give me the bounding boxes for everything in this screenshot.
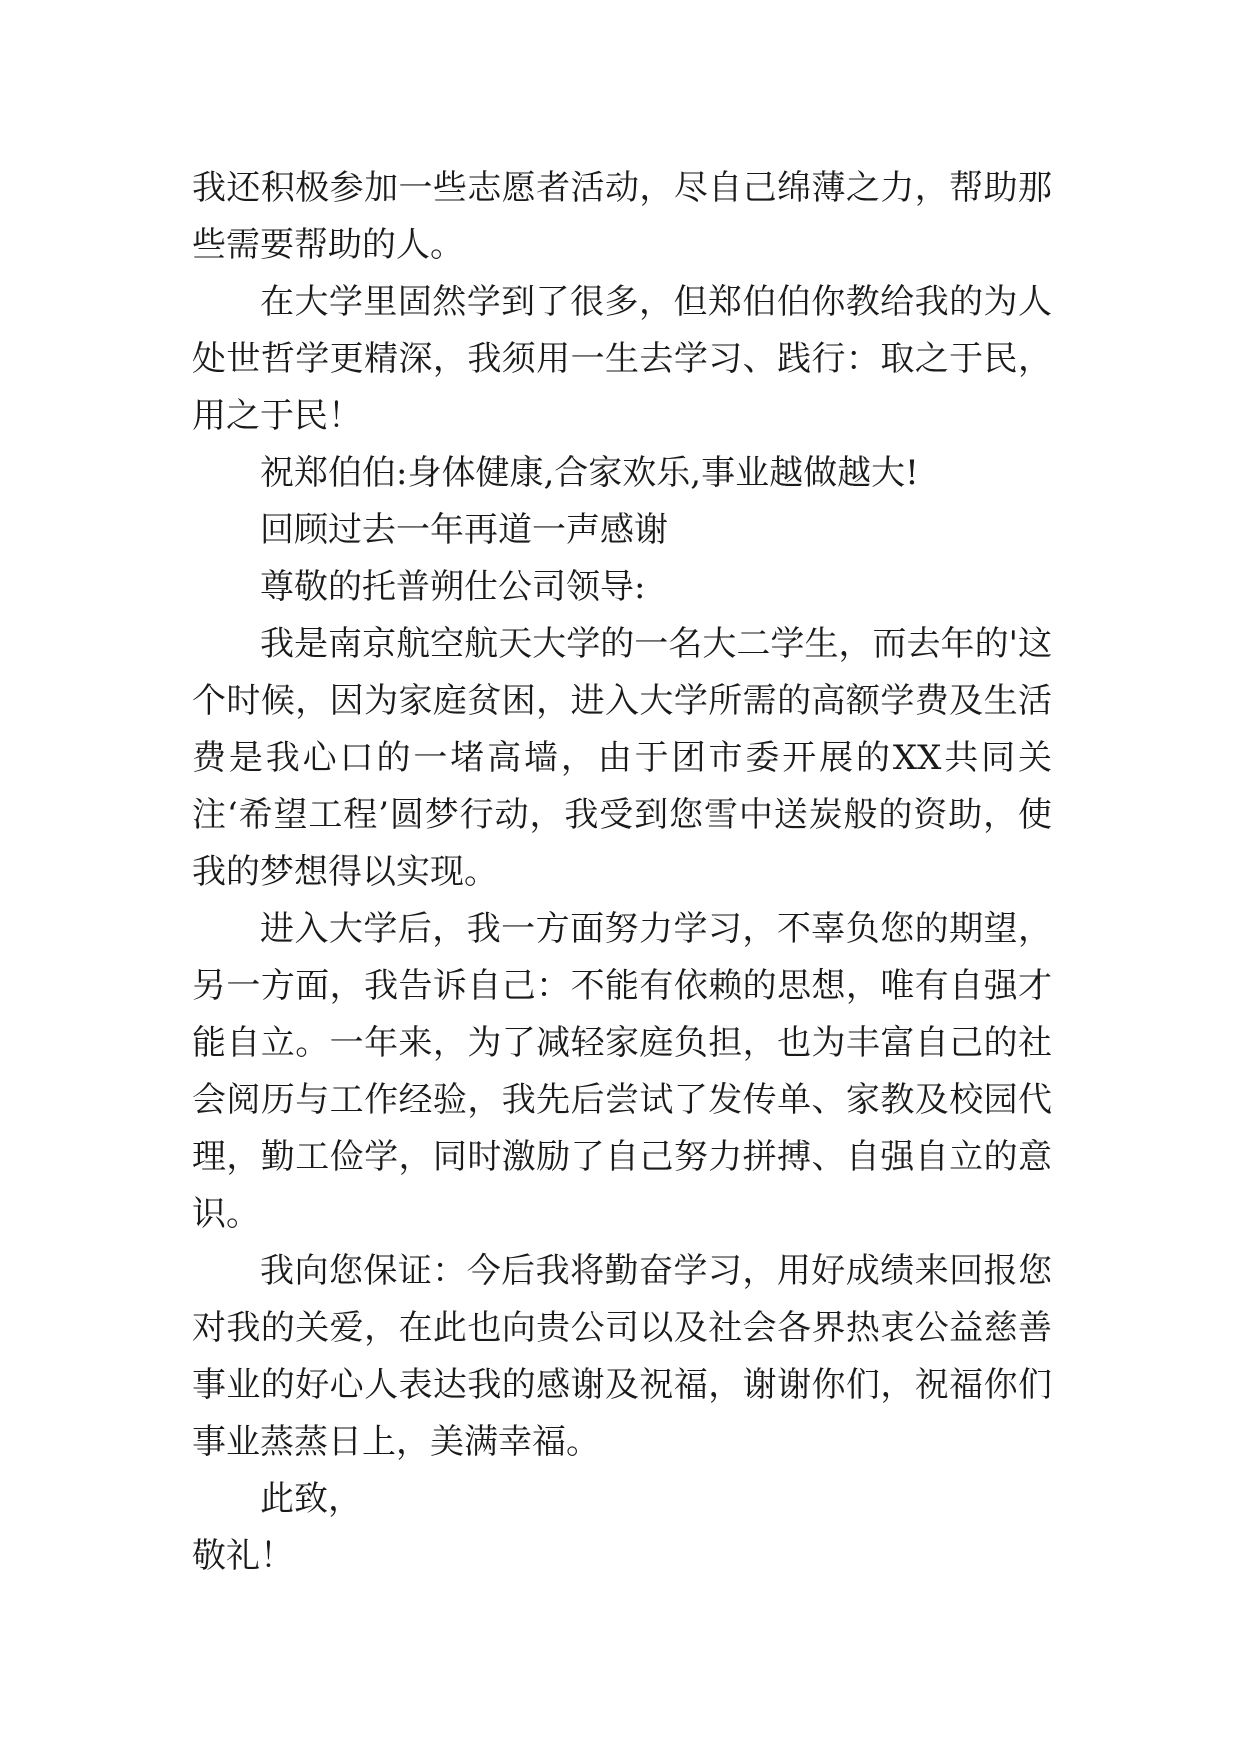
letter-salutation: 尊敬的托普朔仕公司领导: (260, 567, 646, 607)
paragraph-wishes: 祝郑伯伯:身体健康,合家欢乐,事业越做越大! (260, 453, 919, 493)
document-body (192, 160, 1052, 1585)
paragraph-university-life: 进入大学后，我一方面努力学习，不辜负您的期望，另一方面，我告诉自己：不能有依赖的思想，唯有自强才能自立。一年来，为了减轻家庭负担，也为丰富自己的社会阅历与工作经验，我先后尝试了发传单、家教及校园代理，勤工俭学，同时激励了自己努力拼搏、自强自立的意识。 (192, 909, 1052, 1234)
paragraph-promise: 我向您保证：今后我将勤奋学习，用好成绩来回报您对我的关爱，在此也向贵公司以及社会各界热衷公益慈善事业的好心人表达我的感谢及祝福，谢谢你们，祝福你们事业蒸蒸日上，美满幸福。 (192, 1251, 1052, 1462)
letter-title: 回顾过去一年再道一声感谢 (260, 510, 668, 550)
paragraph-philosophy: 在大学里固然学到了很多，但郑伯伯你教给我的为人处世哲学更精深，我须用一生去学习、践行：取之于民，用之于民！ (192, 282, 1052, 436)
closing-phrase: 此致， (260, 1479, 362, 1519)
paragraph-introduction: 我是南京航空航天大学的一名大二学生，而去年的'这个时候，因为家庭贫困，进入大学所需的高额学费及生活费是我心口的一堵高墙，由于团市委开展的XX共同关注‘希望工程’圆梦行动，我受到您雪中送炭般的资助，使我的梦想得以实现。 (192, 624, 1052, 892)
closing-salute: 敬礼！ (192, 1536, 294, 1576)
paragraph-volunteer: 我还积极参加一些志愿者活动，尽自己绵薄之力，帮助那些需要帮助的人。 (192, 168, 1052, 265)
